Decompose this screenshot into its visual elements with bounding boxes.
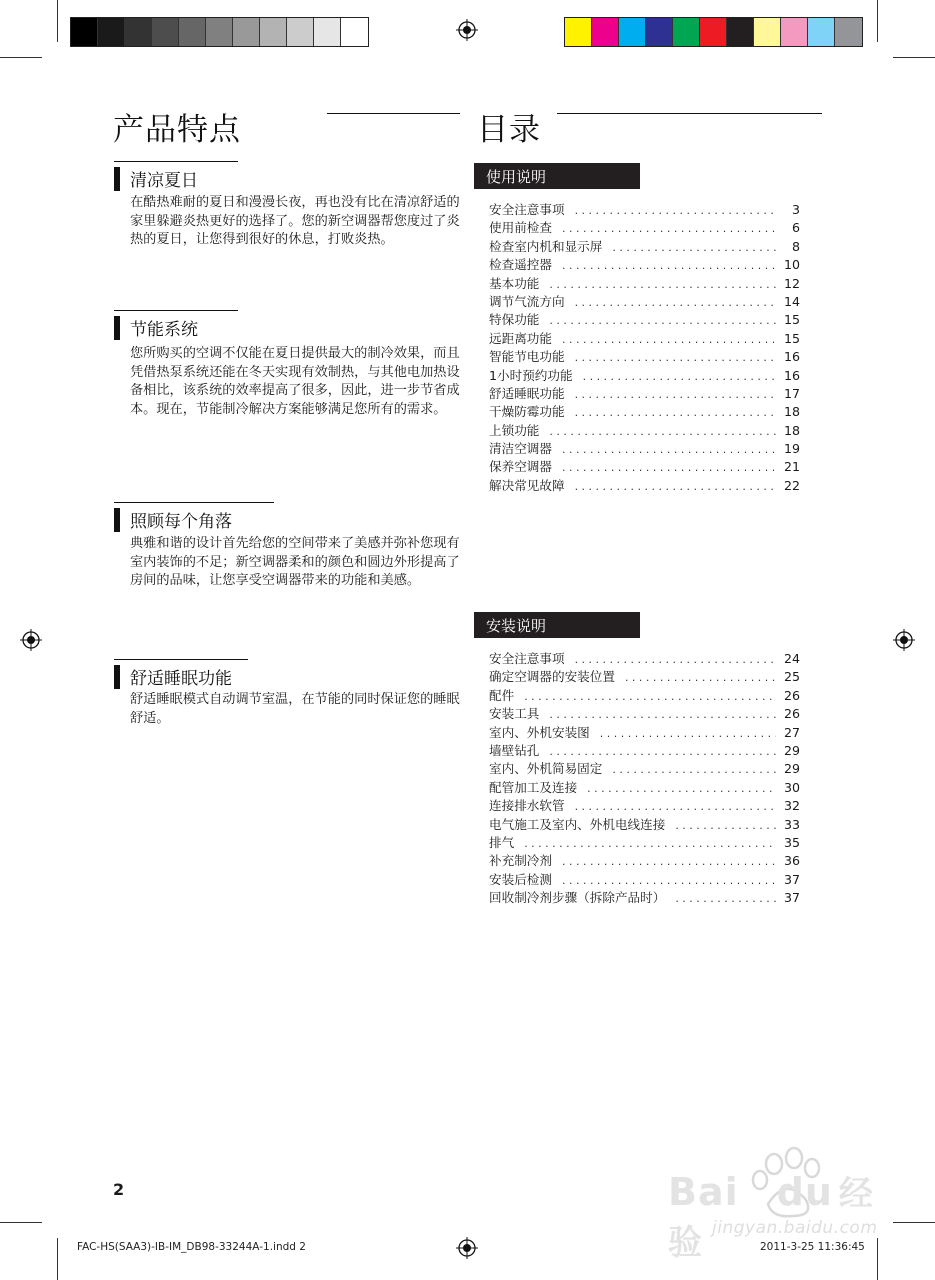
toc-entry-label: 安全注意事项	[489, 651, 565, 666]
toc-entry[interactable]	[489, 703, 800, 721]
watermark-brand: Bai	[668, 1170, 739, 1214]
toc-leader-dots	[575, 388, 776, 401]
color-swatch	[808, 18, 835, 46]
color-swatch	[781, 18, 808, 46]
toc-entry-page: 18	[783, 422, 800, 438]
gray-swatch	[71, 18, 98, 46]
registration-mark-icon	[456, 1237, 478, 1259]
toc-entry[interactable]	[489, 273, 800, 291]
toc-entry-label: 墙壁钻孔	[489, 742, 540, 758]
toc-entry-label: 电气施工及室内、外机电线连接	[489, 816, 666, 832]
toc-entry-page: 15	[783, 312, 800, 328]
toc-entry-label: 排气	[489, 834, 515, 850]
page-title-contents: 目录	[477, 112, 541, 148]
toc-entry-label: 基本功能	[489, 275, 540, 291]
section-marker	[114, 665, 120, 689]
toc-entry[interactable]	[489, 648, 800, 666]
toc-leader-dots	[562, 333, 776, 346]
footer-filename: FAC-HS(SAA3)-IB-IM_DB98-33244A-1.indd 2	[77, 1241, 306, 1253]
gray-swatch	[233, 18, 260, 46]
toc-entry-page: 24	[783, 651, 800, 666]
toc-leader-dots	[575, 406, 776, 419]
toc-entry-label: 安装后检测	[489, 871, 552, 887]
color-swatch	[727, 18, 754, 46]
crop-mark	[57, 0, 58, 42]
toc-leader-dots	[575, 800, 776, 813]
toc-entry[interactable]	[489, 254, 800, 272]
toc-entry[interactable]	[489, 832, 800, 850]
toc-entry[interactable]	[489, 309, 800, 327]
toc-leader-dots	[587, 782, 776, 795]
registration-mark-icon	[20, 629, 42, 651]
toc-entry[interactable]	[489, 722, 800, 740]
toc-entry-label: 智能节电功能	[489, 349, 565, 365]
section-body: 典雅和谐的设计首先给您的空间带来了美感并弥补您现有室内装饰的不足；新空调器柔和的颜色和圆边外形提高了房间的品味，让您享受空调器带来的功能和美感。	[130, 536, 460, 589]
toc-leader-dots	[675, 819, 776, 832]
toc-entry-page: 12	[783, 275, 800, 291]
process-color-bar	[564, 17, 863, 47]
toc-entry-page: 19	[783, 441, 800, 457]
toc-entry[interactable]	[489, 777, 800, 795]
toc-entry-label: 解决常见故障	[489, 477, 565, 493]
toc-list-install	[489, 648, 800, 905]
toc-entry[interactable]	[489, 199, 800, 217]
toc-entry-label: 连接排水软管	[489, 798, 565, 814]
toc-entry[interactable]	[489, 666, 800, 684]
page-number: 2	[113, 1180, 125, 1199]
toc-entry-label: 室内、外机简易固定	[489, 761, 603, 777]
toc-entry-label: 调节气流方向	[489, 293, 565, 309]
toc-entry-label: 室内、外机安装图	[489, 724, 590, 740]
toc-leader-dots	[562, 461, 776, 474]
toc-entry[interactable]	[489, 456, 800, 474]
gray-swatch	[260, 18, 287, 46]
toc-entry-page: 26	[783, 687, 800, 703]
color-swatch	[592, 18, 619, 46]
color-swatch	[565, 18, 592, 46]
toc-entry[interactable]	[489, 401, 800, 419]
section-rule	[114, 502, 274, 503]
crop-mark	[0, 1222, 42, 1223]
toc-entry-page: 14	[783, 293, 800, 309]
color-swatch	[673, 18, 700, 46]
color-swatch	[619, 18, 646, 46]
toc-entry[interactable]	[489, 236, 800, 254]
footer-datetime: 2011-3-25 11:36:45	[760, 1241, 865, 1253]
gray-swatch	[179, 18, 206, 46]
section-body: 舒适睡眠模式自动调节室温，在节能的同时保证您的睡眠舒适。	[130, 692, 460, 726]
grayscale-color-bar	[70, 17, 369, 47]
toc-entry[interactable]	[489, 795, 800, 813]
section-marker	[114, 167, 120, 191]
toc-entry[interactable]	[489, 438, 800, 456]
toc-entry-page: 30	[783, 779, 800, 795]
toc-entry-label: 检查遥控器	[489, 257, 552, 273]
toc-entry-page: 17	[783, 385, 800, 401]
section-body: 您所购买的空调不仅能在夏日提供最大的制冷效果，而且凭借热泵系统还能在冬天实现有效制热，与其他电加热设备相比，该系统的效率提高了很多，因此，进一步节省成本。现在，节能制冷解决方案能够满足您所有的需求。	[130, 346, 460, 417]
toc-leader-dots	[612, 241, 776, 254]
toc-entry-label: 安全注意事项	[489, 202, 565, 217]
section-rule	[114, 161, 238, 162]
registration-mark-icon	[456, 19, 478, 41]
toc-leader-dots	[549, 708, 776, 721]
title-rule	[327, 113, 460, 114]
title-rule	[557, 113, 822, 114]
toc-leader-dots	[600, 727, 776, 740]
toc-leader-dots	[625, 671, 776, 684]
toc-entry-label: 保养空调器	[489, 459, 552, 475]
watermark-brand-du: du	[776, 1170, 833, 1214]
toc-entry-page: 27	[783, 724, 800, 740]
toc-entry[interactable]	[489, 291, 800, 309]
section-rule	[114, 659, 248, 660]
section-marker	[114, 316, 120, 340]
toc-leader-dots	[575, 653, 776, 666]
color-swatch	[700, 18, 727, 46]
toc-entry-label: 配件	[489, 687, 515, 703]
toc-entry-page: 29	[783, 742, 800, 758]
toc-entry-page: 35	[783, 834, 800, 850]
section-title: 照顾每个角落	[130, 512, 232, 532]
toc-leader-dots	[549, 278, 776, 291]
toc-leader-dots	[524, 690, 776, 703]
toc-entry[interactable]	[489, 685, 800, 703]
toc-entry-label: 舒适睡眠功能	[489, 385, 565, 401]
toc-entry-page: 8	[791, 238, 800, 254]
toc-entry[interactable]	[489, 850, 800, 868]
toc-entry[interactable]	[489, 365, 800, 383]
toc-list-usage	[489, 199, 800, 493]
toc-entry-label: 确定空调器的安装位置	[489, 669, 615, 685]
gray-swatch	[125, 18, 152, 46]
toc-leader-dots	[562, 855, 776, 868]
toc-heading-install	[474, 612, 640, 638]
toc-entry-page: 36	[783, 853, 800, 869]
toc-entry-label: 上锁功能	[489, 422, 540, 438]
toc-entry-page: 25	[783, 669, 800, 685]
crop-mark	[877, 0, 878, 42]
toc-entry-page: 16	[783, 367, 800, 383]
section-title: 清凉夏日	[130, 171, 198, 191]
toc-leader-dots	[549, 314, 776, 327]
toc-leader-dots	[575, 351, 776, 364]
toc-leader-dots	[575, 480, 776, 493]
toc-entry-label: 远距离功能	[489, 330, 552, 346]
color-swatch	[754, 18, 781, 46]
section-rule	[114, 310, 238, 311]
toc-entry-page: 37	[783, 871, 800, 887]
toc-leader-dots	[562, 222, 776, 235]
toc-heading-label: 使用说明	[486, 168, 547, 186]
gray-swatch	[152, 18, 179, 46]
toc-heading-label: 安装说明	[486, 617, 547, 635]
crop-mark	[57, 1238, 58, 1280]
section-title: 节能系统	[130, 320, 198, 340]
gray-swatch	[206, 18, 233, 46]
toc-entry-label: 干燥防霉功能	[489, 404, 565, 420]
toc-entry[interactable]	[489, 475, 800, 493]
toc-entry-page: 16	[783, 349, 800, 365]
toc-entry-page: 33	[783, 816, 800, 832]
toc-entry-label: 1小时预约功能	[489, 367, 573, 383]
gray-swatch	[98, 18, 125, 46]
page-title-features: 产品特点	[113, 112, 241, 148]
watermark-cn: 经验	[668, 1174, 874, 1263]
toc-entry-label: 清洁空调器	[489, 441, 552, 457]
toc-entry-page: 3	[791, 202, 800, 217]
toc-entry-page: 22	[783, 477, 800, 493]
toc-leader-dots	[562, 874, 776, 887]
toc-entry-label: 检查室内机和显示屏	[489, 238, 603, 254]
toc-entry[interactable]	[489, 346, 800, 364]
toc-entry-page: 37	[783, 890, 800, 906]
toc-entry-page: 10	[783, 257, 800, 273]
crop-mark	[893, 57, 935, 58]
toc-entry-page: 15	[783, 330, 800, 346]
section-marker	[114, 508, 120, 532]
color-swatch	[646, 18, 673, 46]
toc-entry-label: 回收制冷剂步骤（拆除产品时）	[489, 890, 666, 906]
toc-entry[interactable]	[489, 758, 800, 776]
toc-entry[interactable]	[489, 740, 800, 758]
gray-swatch	[314, 18, 341, 46]
toc-entry-page: 32	[783, 798, 800, 814]
gray-swatch	[341, 18, 368, 46]
toc-entry[interactable]	[489, 814, 800, 832]
toc-entry-page: 18	[783, 404, 800, 420]
toc-entry-page: 6	[791, 220, 800, 236]
section-title: 舒适睡眠功能	[130, 669, 232, 689]
crop-mark	[0, 57, 42, 58]
toc-leader-dots	[675, 892, 776, 905]
gray-swatch	[287, 18, 314, 46]
registration-mark-icon	[893, 629, 915, 651]
toc-leader-dots	[583, 370, 776, 383]
watermark-url: jingyan.baidu.com	[712, 1218, 878, 1238]
toc-leader-dots	[549, 425, 776, 438]
toc-entry-label: 安装工具	[489, 706, 540, 722]
toc-entry[interactable]	[489, 869, 800, 887]
toc-entry[interactable]	[489, 328, 800, 346]
toc-leader-dots	[575, 296, 776, 309]
toc-entry-label: 配管加工及连接	[489, 779, 578, 795]
toc-leader-dots	[575, 204, 776, 217]
toc-entry-label: 补充制冷剂	[489, 853, 552, 869]
toc-leader-dots	[562, 443, 776, 456]
toc-entry-label: 特保功能	[489, 312, 540, 328]
section-body: 在酷热难耐的夏日和漫漫长夜，再也没有比在清凉舒适的家里躲避炎热更好的选择了。您的新空调器帮您度过了炎热的夏日，让您得到很好的休息，打败炎热。	[130, 195, 460, 248]
crop-mark	[893, 1222, 935, 1223]
toc-entry-label: 使用前检查	[489, 220, 552, 236]
toc-entry[interactable]	[489, 420, 800, 438]
toc-entry-page: 26	[783, 706, 800, 722]
toc-heading-usage	[474, 163, 640, 189]
toc-entry-page: 21	[783, 459, 800, 475]
toc-leader-dots	[612, 763, 776, 776]
toc-leader-dots	[562, 259, 776, 272]
toc-entry-page: 29	[783, 761, 800, 777]
color-swatch	[835, 18, 862, 46]
toc-entry[interactable]	[489, 383, 800, 401]
toc-entry[interactable]	[489, 887, 800, 905]
toc-leader-dots	[549, 745, 776, 758]
toc-leader-dots	[524, 837, 776, 850]
toc-entry[interactable]	[489, 217, 800, 235]
